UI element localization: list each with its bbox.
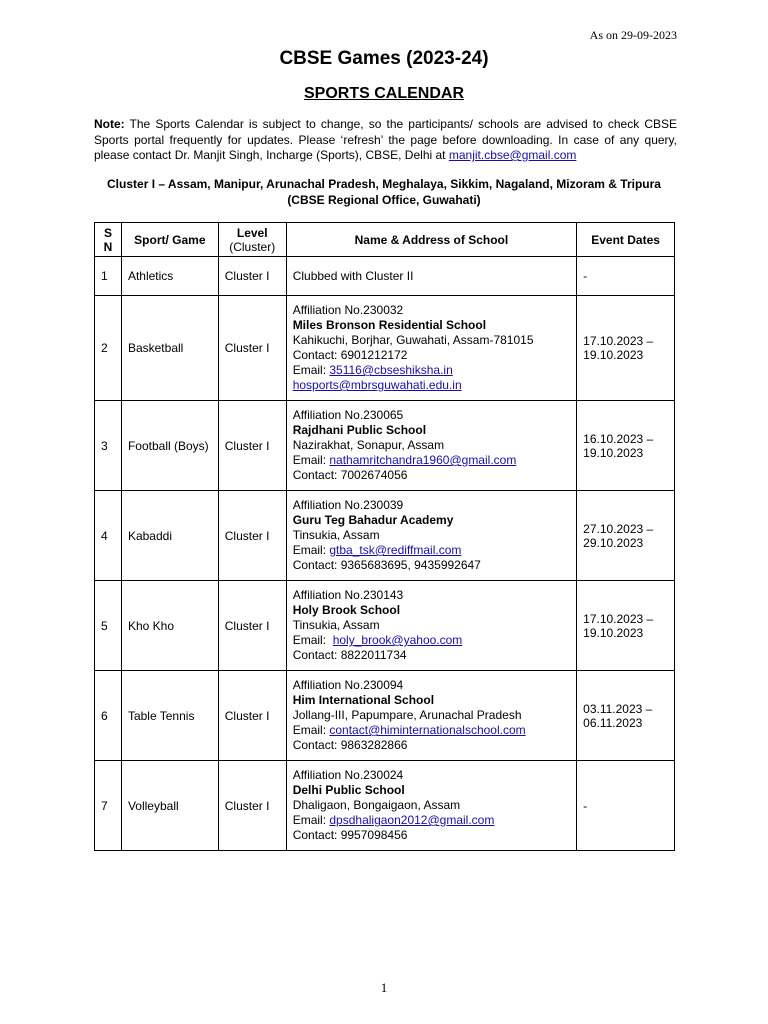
row-level: Cluster I (218, 581, 286, 671)
row-dates: - (577, 257, 675, 296)
table-row (95, 671, 675, 761)
school-email: Email: nathamritchandra1960@gmail.com (292, 453, 517, 467)
note-text: The Sports Calendar is subject to change, so the participants/ schools are advised to check CBSE Sports portal frequently for updates. Please ‘refresh’ the page before downloading. In case of any query, please contact Dr. Manjit Singh, Incharge (Sports), CBSE, Delhi at (94, 117, 677, 162)
school-name: Delhi Public School (292, 783, 405, 797)
school-email: Email: gtba_tsk@rediffmail.com (292, 543, 462, 557)
table-row (95, 401, 675, 491)
school-email-link[interactable]: 35116@cbseshiksha.in (329, 363, 453, 377)
school-contact: Contact: 7002674056 (292, 468, 408, 482)
school-name: Miles Bronson Residential School (292, 318, 487, 332)
header-sn: S N (95, 223, 122, 257)
row-level: Cluster I (218, 671, 286, 761)
row-sport: Table Tennis (121, 671, 218, 761)
row-sport: Volleyball (121, 761, 218, 851)
row-level: Cluster I (218, 491, 286, 581)
contact-email-link[interactable]: manjit.cbse@gmail.com (448, 148, 577, 162)
row-dates: 16.10.2023 – 19.10.2023 (577, 401, 675, 491)
school-name: Him International School (292, 693, 435, 707)
school-affiliation: Affiliation No.230094 (292, 678, 404, 692)
school-contact: Contact: 9365683695, 9435992647 (292, 558, 481, 572)
school-email-link[interactable]: nathamritchandra1960@gmail.com (329, 453, 517, 467)
row-sport: Kho Kho (121, 581, 218, 671)
school-contact: Contact: 9863282866 (292, 738, 408, 752)
table-row (95, 296, 675, 401)
row-school (286, 671, 576, 761)
row-school (286, 401, 576, 491)
row-sn: 4 (95, 491, 122, 581)
row-level: Cluster I (218, 761, 286, 851)
page-subtitle: SPORTS CALENDAR (303, 85, 464, 102)
row-sn: 5 (95, 581, 122, 671)
row-school (286, 581, 576, 671)
row-dates: - (577, 761, 675, 851)
table-row (95, 491, 675, 581)
school-contact: Contact: 9957098456 (292, 828, 408, 842)
note-paragraph (94, 117, 677, 164)
school-address: Kahikuchi, Borjhar, Guwahati, Assam-781015 (292, 333, 534, 347)
row-sn: 7 (95, 761, 122, 851)
table-row (95, 581, 675, 671)
row-school (286, 761, 576, 851)
row-dates: 03.11.2023 – 06.11.2023 (577, 671, 675, 761)
school-email: Email: dpsdhaligaon2012@gmail.com (292, 813, 495, 827)
sports-calendar-table (94, 222, 675, 851)
row-school (286, 296, 576, 401)
row-school (286, 491, 576, 581)
school-affiliation: Affiliation No.230039 (292, 498, 404, 512)
row-sn: 2 (95, 296, 122, 401)
school-affiliation: Affiliation No.230032 (292, 303, 404, 317)
page-number: 1 (380, 980, 388, 995)
row-dates: 27.10.2023 – 29.10.2023 (577, 491, 675, 581)
cluster-states: Cluster I – Assam, Manipur, Arunachal Pradesh, Meghalaya, Sikkim, Nagaland, Mizoram & Tripura (107, 177, 661, 191)
header-school: Name & Address of School (286, 223, 576, 257)
school-email: Email: contact@himinternationalschool.com (292, 723, 526, 737)
school-email-link[interactable]: contact@himinternationalschool.com (329, 723, 526, 737)
table-row (95, 761, 675, 851)
header-sport: Sport/ Game (121, 223, 218, 257)
table-header-row (95, 223, 675, 257)
cluster-regional-office: (CBSE Regional Office, Guwahati) (287, 192, 481, 207)
school-name: Rajdhani Public School (292, 423, 427, 437)
school-contact: Contact: 8822011734 (292, 648, 407, 662)
row-level: Cluster I (218, 296, 286, 401)
school-affiliation: Affiliation No.230024 (292, 768, 404, 782)
row-school: Clubbed with Cluster II (286, 257, 576, 296)
row-sport: Athletics (121, 257, 218, 296)
school-contact: Contact: 6901212172 (292, 348, 408, 362)
school-affiliation: Affiliation No.230143 (292, 588, 404, 602)
as-on-date: As on 29-09-2023 (589, 28, 677, 42)
row-level: Cluster I (218, 257, 286, 296)
school-address: Tinsukia, Assam (292, 528, 380, 542)
row-dates: 17.10.2023 – 19.10.2023 (577, 581, 675, 671)
row-sport: Football (Boys) (121, 401, 218, 491)
header-dates: Event Dates (577, 223, 675, 257)
school-name: Guru Teg Bahadur Academy (292, 513, 454, 527)
school-email-link[interactable]: holy_brook@yahoo.com (332, 633, 463, 647)
school-address: Jollang-III, Papumpare, Arunachal Pradesh (292, 708, 522, 722)
school-address: Tinsukia, Assam (292, 618, 380, 632)
school-email: Email: 35116@cbseshiksha.in (292, 363, 453, 377)
row-dates: 17.10.2023 – 19.10.2023 (577, 296, 675, 401)
header-level: Level (Cluster) (218, 223, 286, 257)
row-sn: 6 (95, 671, 122, 761)
school-name: Holy Brook School (292, 603, 401, 617)
row-sport: Kabaddi (121, 491, 218, 581)
row-sn: 1 (95, 257, 122, 296)
page-title: CBSE Games (2023-24) (279, 48, 489, 69)
school-email-link-secondary[interactable]: hosports@mbrsguwahati.edu.in (292, 378, 462, 392)
row-sport: Basketball (121, 296, 218, 401)
table-row (95, 257, 675, 296)
school-email: Email: holy_brook@yahoo.com (292, 633, 463, 647)
cluster-heading (80, 177, 688, 208)
school-affiliation: Affiliation No.230065 (292, 408, 404, 422)
school-email-link[interactable]: gtba_tsk@rediffmail.com (329, 543, 462, 557)
note-label: Note: (94, 117, 125, 131)
school-address: Nazirakhat, Sonapur, Assam (292, 438, 445, 452)
row-level: Cluster I (218, 401, 286, 491)
row-sn: 3 (95, 401, 122, 491)
school-address: Dhaligaon, Bongaigaon, Assam (292, 798, 461, 812)
school-email-link[interactable]: dpsdhaligaon2012@gmail.com (329, 813, 495, 827)
